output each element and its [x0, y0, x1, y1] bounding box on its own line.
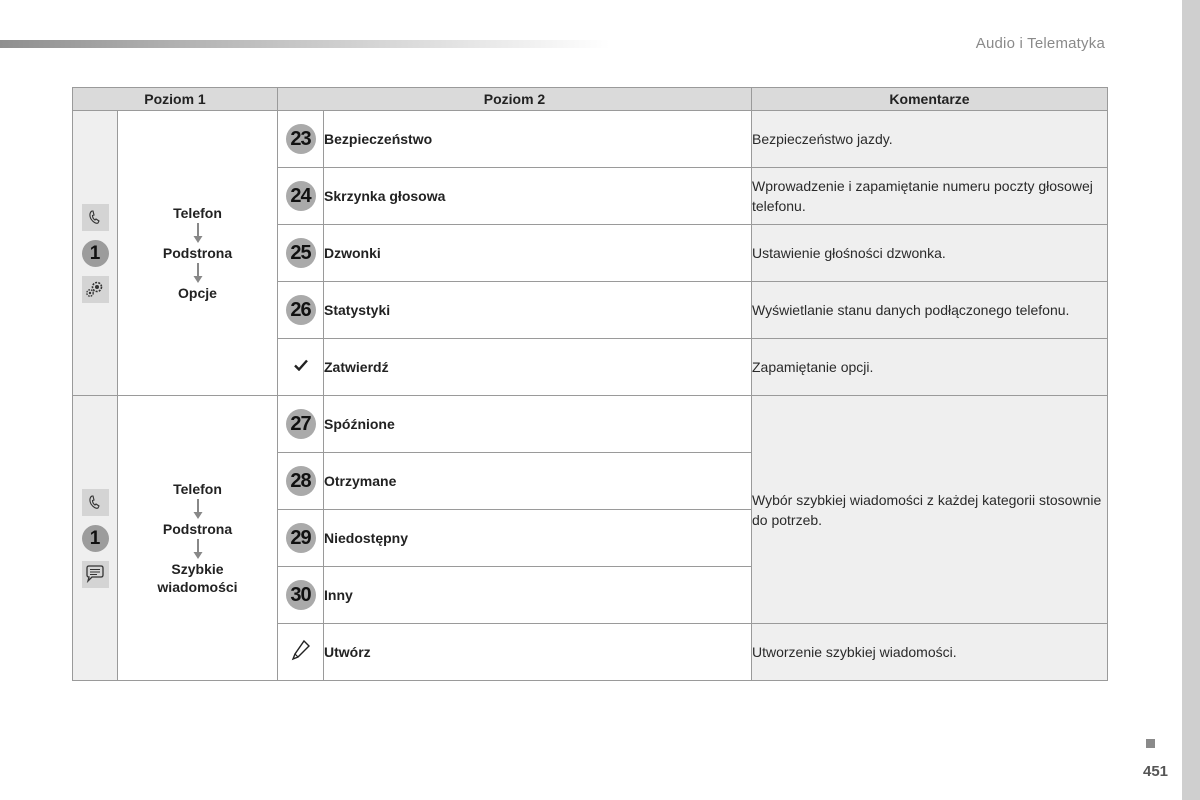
- item-label: Inny: [324, 567, 752, 624]
- table-header-row: [73, 88, 1108, 111]
- item-label: Niedostępny: [324, 510, 752, 567]
- flow-step-podstrona: Podstrona: [162, 245, 233, 261]
- flow-step-telefon: Telefon: [173, 205, 222, 221]
- group1-icons: [73, 111, 118, 396]
- message-bubble-icon: [82, 561, 109, 588]
- phone-icon: [82, 204, 109, 231]
- arrow-down-icon: [192, 262, 204, 284]
- item-comment: Wprowadzenie i zapamiętanie numeru poczty głosowej telefonu.: [752, 168, 1108, 225]
- page-number: 451: [1143, 763, 1169, 780]
- item-label: Dzwonki: [324, 225, 752, 282]
- arrow-down-icon: [192, 222, 204, 244]
- item-number-badge: 25: [286, 238, 316, 268]
- table-row: [73, 111, 1108, 168]
- item-number-badge: 29: [286, 523, 316, 553]
- item-comment: Zapamiętanie opcji.: [752, 339, 1108, 396]
- flow-step-wiadomosci: wiadomości: [157, 579, 238, 595]
- group2-icons: [73, 396, 118, 681]
- arrow-down-icon: [192, 538, 204, 560]
- check-icon: [294, 359, 308, 371]
- group2-flow: [118, 396, 278, 681]
- item-comment: Wyświetlanie stanu danych podłączonego telefonu.: [752, 282, 1108, 339]
- header-level2: Poziom 2: [278, 88, 752, 111]
- flow-step-podstrona: Podstrona: [162, 521, 233, 537]
- item-number-badge: 30: [286, 580, 316, 610]
- item-number-badge: 23: [286, 124, 316, 154]
- shared-comment: Wybór szybkiej wiadomości z każdej kategorii stosownie do potrzeb.: [752, 396, 1108, 624]
- item-label: Spóźnione: [324, 396, 752, 453]
- page-edge-strip: [1182, 0, 1200, 800]
- header-level1: Poziom 1: [73, 88, 278, 111]
- header-decor-bar: [0, 40, 610, 48]
- phone-icon: [82, 489, 109, 516]
- table-row: [73, 396, 1108, 453]
- item-label: Statystyki: [324, 282, 752, 339]
- item-label: Zatwierdź: [324, 339, 752, 396]
- item-comment: Ustawienie głośności dzwonka.: [752, 225, 1108, 282]
- item-number-badge: 24: [286, 181, 316, 211]
- section-title: Audio i Telematyka: [975, 35, 1105, 52]
- item-number-badge: 28: [286, 466, 316, 496]
- settings-gears-icon: [82, 276, 109, 303]
- item-number-badge: 27: [286, 409, 316, 439]
- page-marker: [1146, 739, 1155, 748]
- flow-step-szybkie: Szybkie: [171, 561, 224, 577]
- flow-step-opcje: Opcje: [178, 285, 217, 301]
- item-comment: Utworzenie szybkiej wiadomości.: [752, 624, 1108, 681]
- menu-table: [72, 87, 1108, 681]
- header-comments: Komentarze: [752, 88, 1108, 111]
- item-label: Skrzynka głosowa: [324, 168, 752, 225]
- item-label: Bezpieczeństwo: [324, 111, 752, 168]
- level-one-icon: 1: [82, 240, 109, 267]
- group1-flow: [118, 111, 278, 396]
- item-comment: Bezpieczeństwo jazdy.: [752, 111, 1108, 168]
- arrow-down-icon: [192, 498, 204, 520]
- item-label: Utwórz: [324, 624, 752, 681]
- item-number-badge: 26: [286, 295, 316, 325]
- level-one-icon: 1: [82, 525, 109, 552]
- flow-step-telefon: Telefon: [173, 481, 222, 497]
- pencil-icon: [291, 639, 311, 661]
- item-label: Otrzymane: [324, 453, 752, 510]
